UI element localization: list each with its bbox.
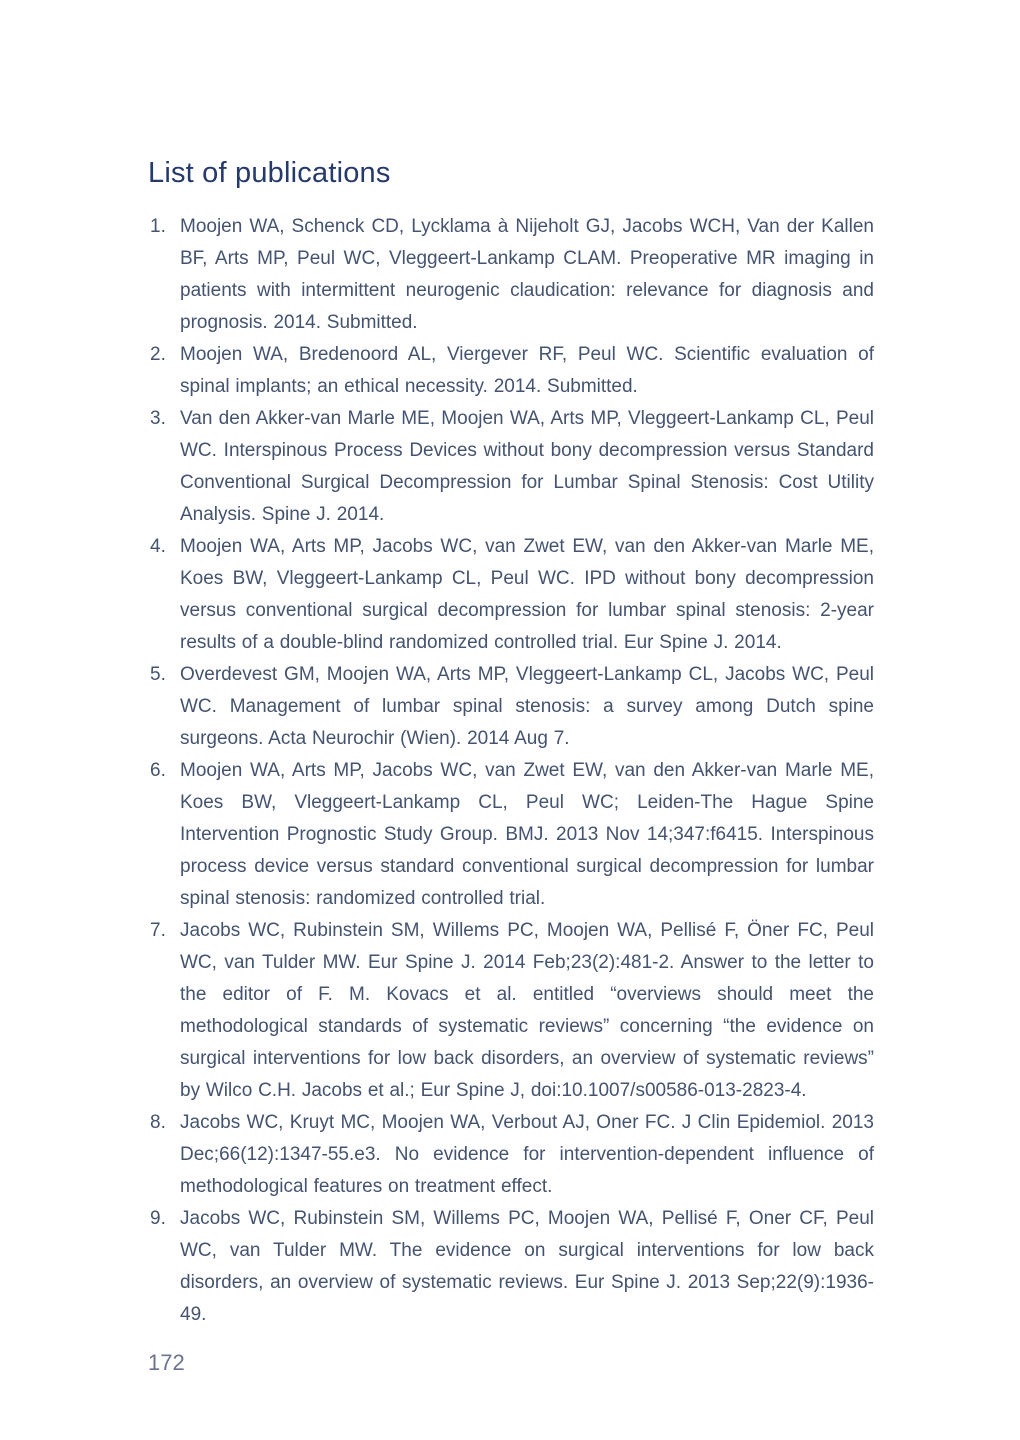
publication-text: Van den Akker-van Marle ME, Moojen WA, Arts MP, Vleggeert-Lankamp CL, Peul WC. Interspinous Process Devices without bony decompression versus Standard Conventional Surgical Decompression for Lumbar Spinal Stenosis: Cost Utility Analysis. Spine J. 2014. — [180, 408, 874, 525]
publication-text: Jacobs WC, Rubinstein SM, Willems PC, Moojen WA, Pellisé F, Öner FC, Peul WC, van Tulder MW. Eur Spine J. 2014 Feb;23(2):481-2. Answer to the letter to the editor of F. M. Kovacs et al. entitled “overviews should meet the methodological standards of systematic reviews” concerning “the evidence on surgical interventions for low back disorders, an overview of systematic reviews” by Wilco C.H. Jacobs et al.; Eur Spine J, doi:10.1007/s00586-013-2823-4. — [180, 920, 874, 1101]
list-item — [150, 531, 874, 659]
page-title: List of publications — [148, 157, 391, 190]
publication-text: Moojen WA, Bredenoord AL, Viergever RF, Peul WC. Scientific evaluation of spinal implants; an ethical necessity. 2014. Submitted. — [180, 344, 874, 397]
publication-number: 2. — [150, 344, 166, 365]
publication-text: Jacobs WC, Kruyt MC, Moojen WA, Verbout AJ, Oner FC. J Clin Epidemiol. 2013 Dec;66(12):1347-55.e3. No evidence for intervention-dependent influence of methodological features on treatment effect. — [180, 1112, 874, 1197]
list-item — [150, 403, 874, 531]
publication-text: Moojen WA, Arts MP, Jacobs WC, van Zwet EW, van den Akker-van Marle ME, Koes BW, Vleggeert-Lankamp CL, Peul WC; Leiden-The Hague Spine Intervention Prognostic Study Group. BMJ. 2013 Nov 14;347:f6415. Interspinous process device versus standard conventional surgical decompression for lumbar spinal stenosis: randomized controlled trial. — [180, 760, 874, 909]
publication-number: 4. — [150, 536, 166, 557]
publication-text: Moojen WA, Arts MP, Jacobs WC, van Zwet EW, van den Akker-van Marle ME, Koes BW, Vleggeert-Lankamp CL, Peul WC. IPD without bony decompression versus conventional surgical decompression for lumbar spinal stenosis: 2-year results of a double-blind randomized controlled trial. Eur Spine J. 2014. — [180, 536, 874, 653]
list-item — [150, 755, 874, 915]
publications-list — [150, 211, 874, 1331]
list-item — [150, 659, 874, 755]
list-item — [150, 1107, 874, 1203]
publication-number: 9. — [150, 1208, 166, 1229]
publication-text: Overdevest GM, Moojen WA, Arts MP, Vleggeert-Lankamp CL, Jacobs WC, Peul WC. Management of lumbar spinal stenosis: a survey among Dutch spine surgeons. Acta Neurochir (Wien). 2014 Aug 7. — [180, 664, 874, 749]
publication-number: 1. — [150, 216, 166, 237]
publication-text: Moojen WA, Schenck CD, Lycklama à Nijeholt GJ, Jacobs WCH, Van der Kallen BF, Arts MP, Peul WC, Vleggeert-Lankamp CLAM. Preoperative MR imaging in patients with intermittent neurogenic claudication: relevance for diagnosis and prognosis. 2014. Submitted. — [180, 216, 874, 333]
page-number: 172 — [148, 1350, 185, 1375]
list-item — [150, 211, 874, 339]
publication-number: 3. — [150, 408, 166, 429]
publication-number: 8. — [150, 1112, 166, 1133]
publication-text: Jacobs WC, Rubinstein SM, Willems PC, Moojen WA, Pellisé F, Oner CF, Peul WC, van Tulder MW. The evidence on surgical interventions for low back disorders, an overview of systematic reviews. Eur Spine J. 2013 Sep;22(9):1936-49. — [180, 1208, 874, 1325]
list-item — [150, 915, 874, 1107]
publication-number: 5. — [150, 664, 166, 685]
publication-number: 7. — [150, 920, 166, 941]
list-item — [150, 339, 874, 403]
list-item — [150, 1203, 874, 1331]
publication-number: 6. — [150, 760, 166, 781]
